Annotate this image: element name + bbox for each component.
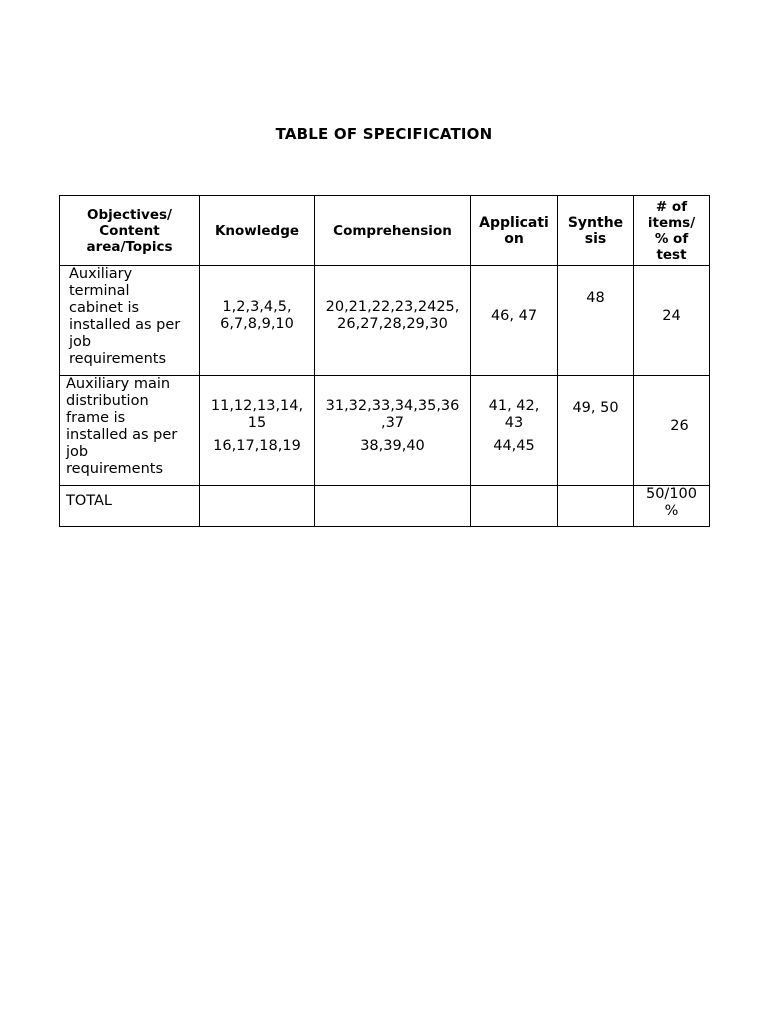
knowledge-line: 6,7,8,9,10 — [220, 316, 294, 332]
comprehension-line: ,37 — [380, 415, 405, 431]
knowledge-line: 1,2,3,4,5, — [222, 299, 292, 315]
header-application — [471, 196, 558, 266]
application-line: 41, 42, — [488, 398, 540, 414]
row-comprehension — [315, 376, 471, 486]
total-items-line: % — [664, 503, 679, 519]
header-application-label: Applicati on — [479, 214, 549, 247]
total-knowledge — [200, 486, 315, 527]
row-knowledge — [200, 376, 315, 486]
row-knowledge — [200, 266, 315, 376]
knowledge-line: 16,17,18,19 — [213, 438, 301, 454]
row-comprehension — [315, 266, 471, 376]
row-items — [634, 266, 710, 376]
total-row — [60, 486, 710, 527]
header-knowledge-label: Knowledge — [214, 222, 300, 239]
items-value: 26 — [670, 418, 689, 434]
header-synthesis-label: Synthe sis — [567, 214, 624, 247]
total-label-text: TOTAL — [66, 493, 112, 509]
comprehension-line: 26,27,28,29,30 — [337, 316, 448, 332]
header-objectives-label: Objectives/ Content area/Topics — [86, 206, 173, 255]
table-row — [60, 266, 710, 376]
row-application — [471, 376, 558, 486]
table-row — [60, 376, 710, 486]
header-objectives — [60, 196, 200, 266]
header-items — [634, 196, 710, 266]
total-label — [60, 486, 200, 527]
header-comprehension — [315, 196, 471, 266]
comprehension-line: 38,39,40 — [360, 438, 425, 454]
row-objective: Auxiliary main distribution frame is installed as per job requirements — [60, 376, 200, 486]
comprehension-line: 20,21,22,23,2425, — [325, 299, 460, 315]
row-synthesis — [558, 266, 634, 376]
application-line: 44,45 — [493, 438, 535, 454]
synthesis-line: 48 — [586, 290, 605, 306]
header-items-label: # of items/ % of test — [647, 198, 696, 263]
row-objective: Auxiliary terminal cabinet is installed as per job requirements — [60, 266, 200, 376]
header-comprehension-label: Comprehension — [333, 222, 452, 239]
application-line: 43 — [504, 415, 524, 431]
row-application — [471, 266, 558, 376]
total-items-line: 50/100 — [645, 486, 697, 502]
header-synthesis — [558, 196, 634, 266]
total-synthesis — [558, 486, 634, 527]
application-line: 46, 47 — [490, 308, 538, 324]
knowledge-line: 15 — [247, 415, 267, 431]
knowledge-line: 11,12,13,14, — [210, 398, 304, 414]
total-items — [634, 486, 710, 527]
total-application — [471, 486, 558, 527]
row-items — [634, 376, 710, 486]
row-synthesis — [558, 376, 634, 486]
specification-table — [59, 195, 710, 527]
table-header-row — [60, 196, 710, 266]
total-comprehension — [315, 486, 471, 527]
synthesis-line: 49, 50 — [572, 400, 619, 416]
items-value: 24 — [662, 308, 681, 324]
header-knowledge — [200, 196, 315, 266]
comprehension-line: 31,32,33,34,35,36 — [325, 398, 460, 414]
document-title: TABLE OF SPECIFICATION — [275, 125, 493, 143]
